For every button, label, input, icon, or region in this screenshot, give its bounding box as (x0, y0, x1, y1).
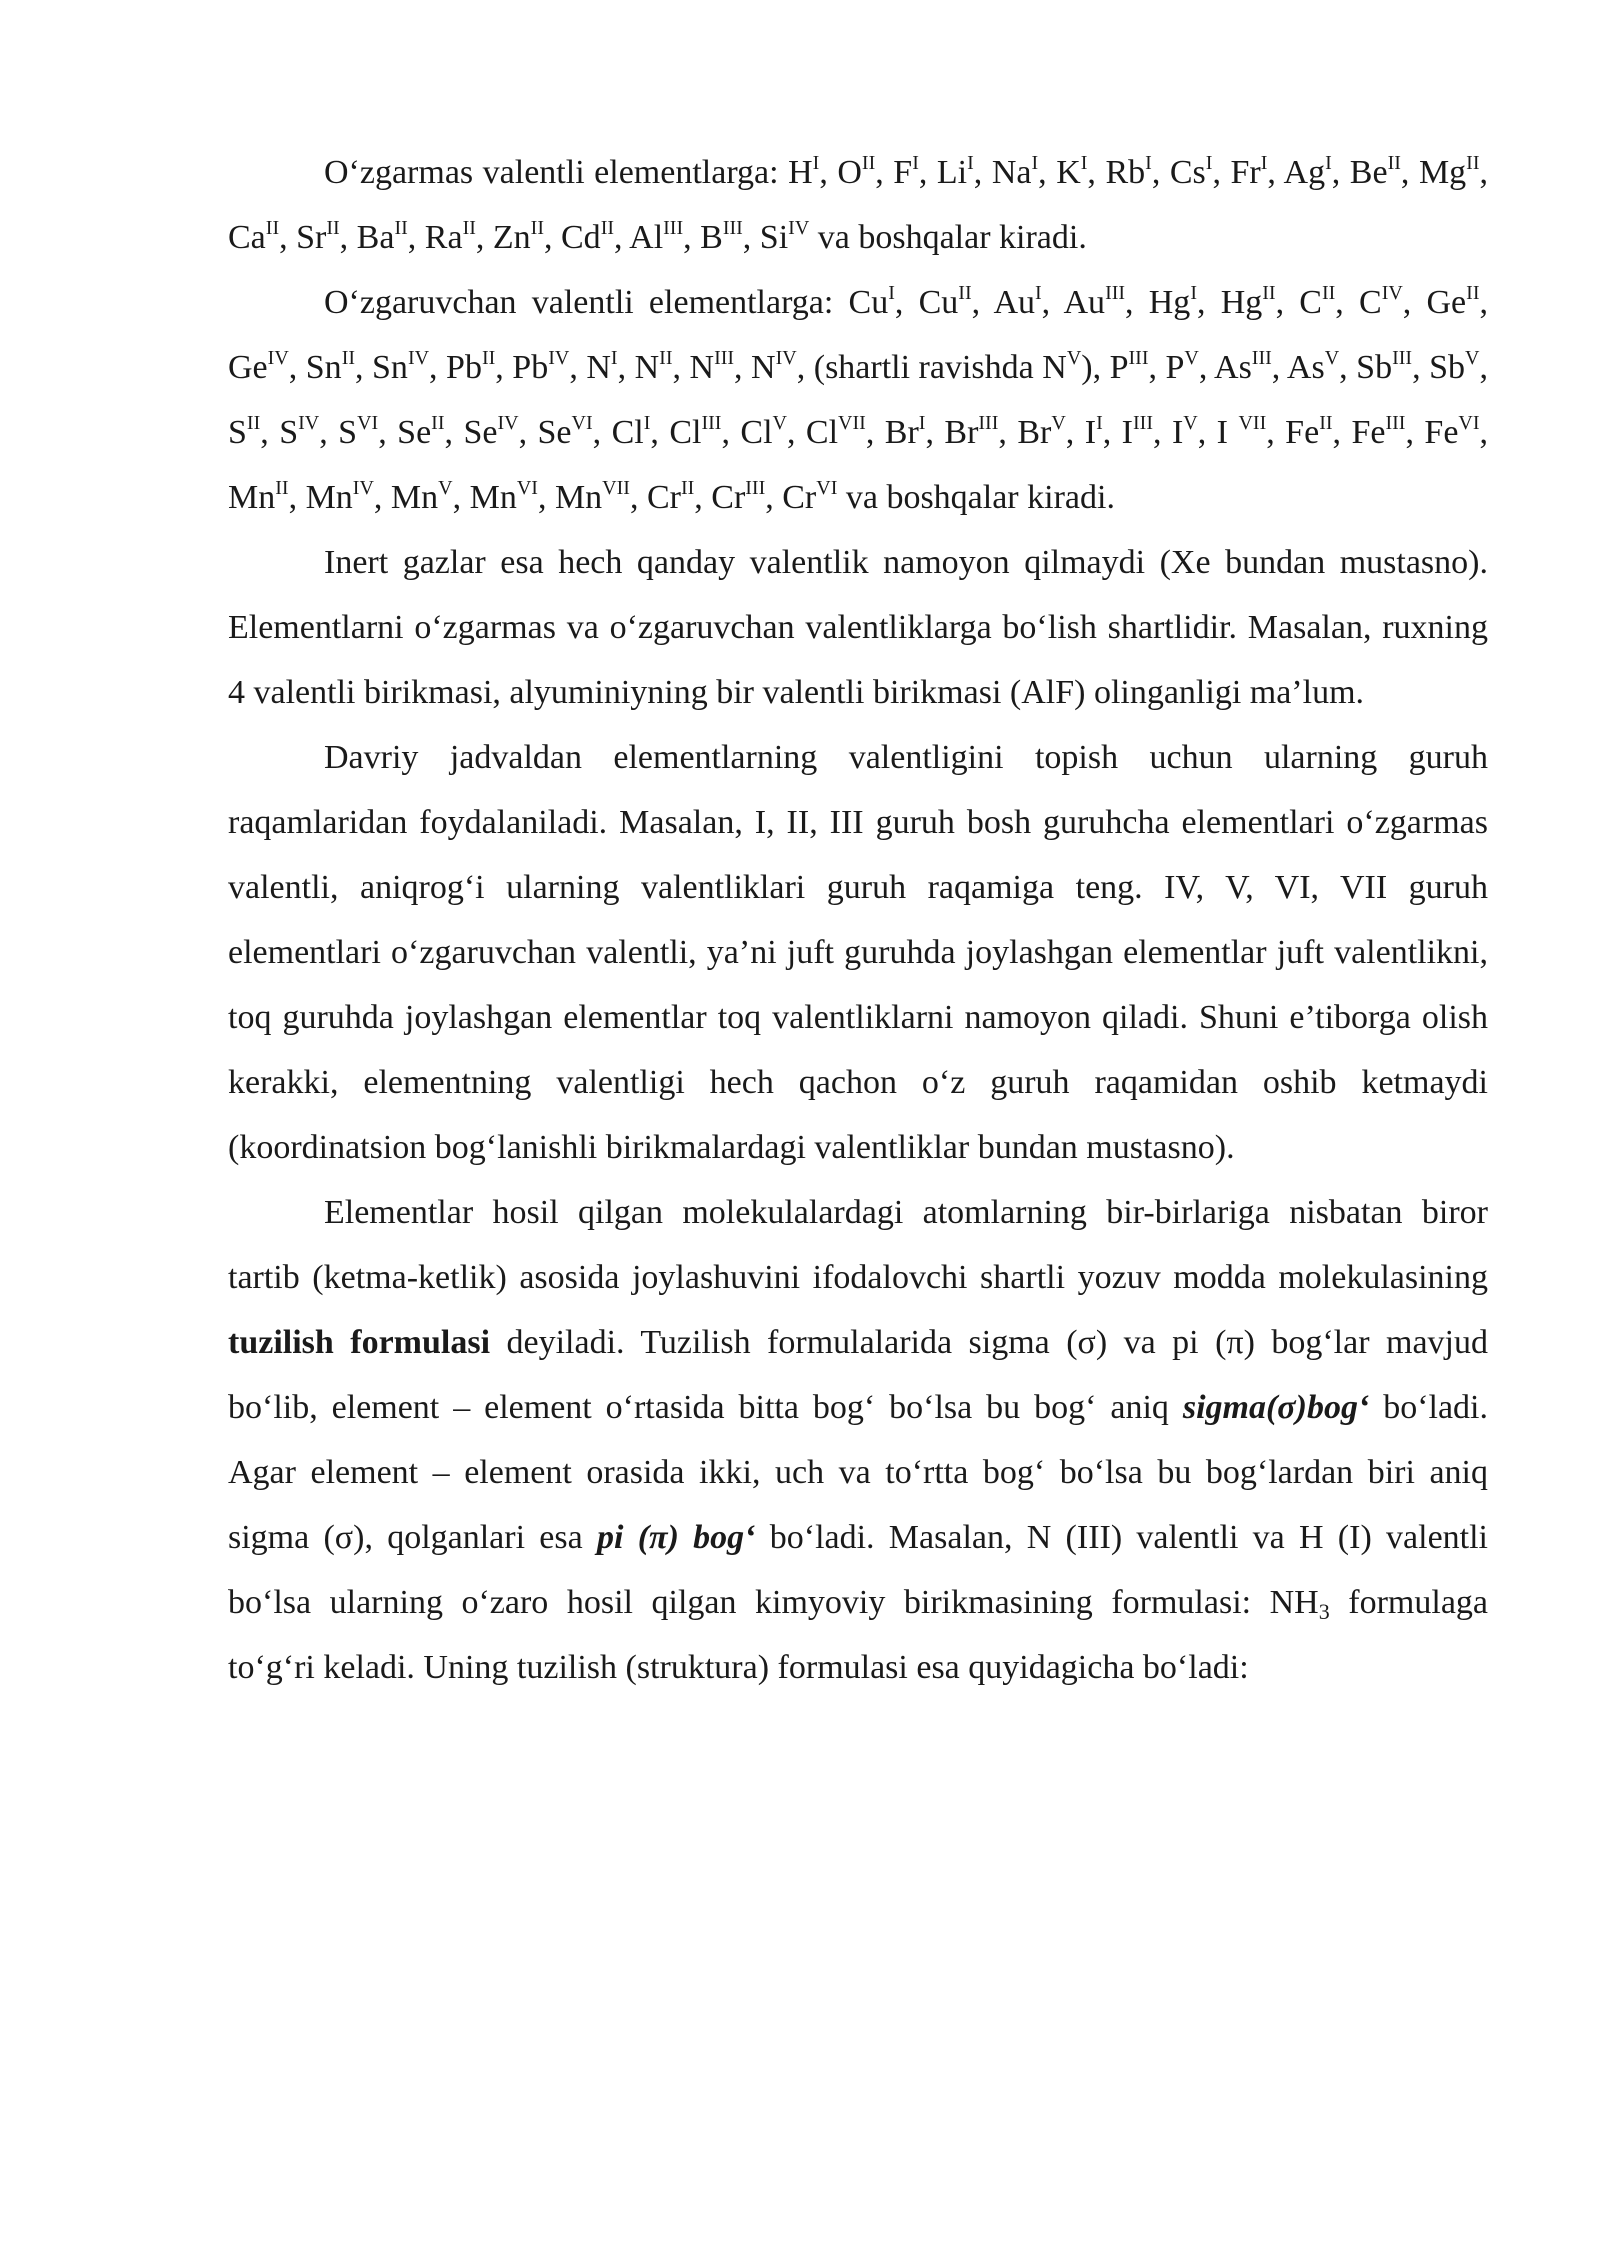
valence-superscript: II (265, 217, 280, 239)
text-run: , Sn (288, 349, 342, 386)
bold-italic-term: pi (π) bog‘ (596, 1519, 756, 1556)
text-run: , N (672, 349, 715, 386)
text-run: , Cr (629, 479, 681, 516)
valence-superscript: II (481, 347, 496, 369)
text-run: , Sn (355, 349, 408, 386)
paragraph-variable-valence (228, 270, 1488, 530)
text-run: , Cd (544, 219, 601, 256)
text-run: , As (1271, 349, 1325, 386)
valence-superscript: II (958, 282, 972, 304)
valence-superscript: III (1251, 347, 1272, 369)
valence-superscript: I (1096, 412, 1103, 434)
valence-superscript: II (326, 217, 340, 239)
text-run: , I (1065, 414, 1097, 451)
valence-superscript: III (1133, 412, 1153, 434)
valence-superscript: II (600, 217, 615, 239)
valence-superscript: IV (1381, 282, 1403, 304)
text-run: formulaga to‘g‘ri keladi. Uning tuzilish (struktura) formulasi esa quyidagicha bo‘ladi: (228, 1584, 1489, 1686)
text-run: , Au (971, 284, 1035, 321)
valence-superscript: VI (1458, 412, 1480, 434)
valence-superscript: V (1324, 347, 1340, 369)
valence-superscript: I (912, 152, 919, 174)
text-run: , Li (918, 154, 968, 191)
text-run: , Mg (1400, 154, 1467, 191)
text-run: , C (1335, 284, 1382, 321)
valence-superscript: III (714, 347, 735, 369)
text-run: , Rb (1087, 154, 1146, 191)
text-run: bo‘ladi. Masalan, N (III) valentli va H (I) valentli bo‘lsa ularning o‘zaro hosil qilgan kimyoviy birikmasining formulasi: NH (228, 1519, 1488, 1621)
text-run: , Fe (1405, 414, 1459, 451)
valence-superscript: V (1183, 412, 1198, 434)
text-run: , (shartli ravishda N (796, 349, 1067, 386)
valence-superscript: III (663, 217, 684, 239)
valence-superscript: IV (407, 347, 430, 369)
text-run: , K (1038, 154, 1081, 191)
valence-superscript: V (772, 412, 787, 434)
text-run: , P (1148, 349, 1185, 386)
text-run: , Cl (786, 414, 839, 451)
paragraph-constant-valence (228, 140, 1488, 270)
valence-superscript: V (1066, 347, 1082, 369)
text-run: , I (1102, 414, 1134, 451)
valence-superscript: IV (298, 412, 320, 434)
valence-superscript: II (394, 217, 408, 239)
valence-superscript: VI (516, 477, 538, 499)
valence-superscript: I (643, 412, 651, 434)
valence-superscript: III (978, 412, 999, 434)
text-run: , Fe (1266, 414, 1320, 451)
valence-superscript: IV (788, 217, 810, 239)
text-run: , Na (973, 154, 1032, 191)
valence-superscript: IV (775, 347, 797, 369)
valence-superscript: II (462, 217, 476, 239)
valence-superscript: III (701, 412, 722, 434)
text-run: , Cl (592, 414, 644, 451)
text-run: Davriy jadvaldan elementlarning valentligini topish uchun ularning guruh raqamlaridan foydalaniladi. Masalan, I, II, III guruh bosh guruhcha elementlari o‘zgarmas valentli, aniqrog‘i ularning valentliklari guruh raqamiga teng. IV, V, VI, VII guruh elementlari o‘zgaruvchan valentli, ya’ni juft guruhda joylashgan elementlar juft valentlikni, toq guruhda joylashgan elementlar toq valentliklarni namoyon qiladi. Shuni e’tiborga olish kerakki, elementning valentligi hech qachon o‘z guruh raqamidan oshib ketmaydi (koordinatsion bog‘lanishli birikmalardagi valentliklar bundan mustasno). (228, 739, 1488, 1166)
valence-superscript: IV (352, 477, 374, 499)
text-run: , Al (614, 219, 664, 256)
valence-superscript: I (610, 347, 618, 369)
text-run: , Fr (1212, 154, 1261, 191)
valence-superscript: VII (838, 412, 866, 434)
valence-superscript: II (861, 152, 876, 174)
text-run: Elementlar hosil qilgan molekulalardagi atomlarning bir-birlariga nisbatan biror tartib (ketma-ketlik) asosida joylashuvini ifodalovchi shartli yozuv modda molekulasining (228, 1194, 1488, 1296)
valence-superscript: III (1105, 282, 1126, 304)
text-run: , I (1197, 414, 1239, 451)
text-run: , S (319, 414, 358, 451)
valence-superscript: III (1385, 412, 1406, 434)
text-run: , Mn (452, 479, 517, 516)
text-run: , Sb (1412, 349, 1465, 386)
text-run: , Sr (279, 219, 327, 256)
text-run: , Au (1041, 284, 1106, 321)
valence-superscript: II (1466, 152, 1480, 174)
text-run: , Pb (429, 349, 482, 386)
valence-superscript: I (967, 152, 974, 174)
valence-superscript: III (1128, 347, 1149, 369)
valence-superscript: III (745, 477, 766, 499)
valence-superscript: I (1080, 152, 1088, 174)
valence-superscript: VI (357, 412, 379, 434)
text-run: , As (1198, 349, 1252, 386)
valence-superscript: I (888, 282, 895, 304)
text-run: , Mn (288, 479, 353, 516)
text-run: , Ge (1402, 284, 1467, 321)
text-run: , Zn (475, 219, 531, 256)
valence-superscript: VI (816, 477, 838, 499)
text-run: , Hg (1125, 284, 1191, 321)
valence-superscript: I (1325, 152, 1332, 174)
valence-superscript: II (431, 412, 445, 434)
valence-superscript: II (1321, 282, 1336, 304)
valence-superscript: I (1035, 282, 1042, 304)
text-run: , Mn (537, 479, 603, 516)
valence-superscript: V (1184, 347, 1199, 369)
valence-superscript: II (680, 477, 695, 499)
text-run: , F (875, 154, 913, 191)
text-run: , Ge (228, 284, 1488, 386)
valence-superscript: V (1051, 412, 1066, 434)
text-run: , N (569, 349, 611, 386)
valence-superscript: IV (548, 347, 570, 369)
bold-italic-term: sigma(σ)bog‘ (1182, 1389, 1370, 1426)
valence-superscript: III (1392, 347, 1413, 369)
text-run: , Cl (721, 414, 773, 451)
valence-superscript: II (1262, 282, 1276, 304)
text-run: , Sb (1339, 349, 1393, 386)
text-run: , Cl (650, 414, 702, 451)
text-run: deyiladi. Tuzilish formulalarida sigma (σ) va pi (π) bog‘lar mavjud bo‘lib, element – element o‘rtasida bitta bog‘ bo‘lsa bu bog‘ aniq (228, 1324, 1488, 1426)
text-run: , B (683, 219, 723, 256)
text-run: O‘zgaruvchan valentli elementlarga: Cu (324, 284, 889, 321)
text-run: va boshqalar kiradi. (809, 219, 1087, 256)
valence-superscript: II (530, 217, 544, 239)
valence-superscript: I (1145, 152, 1152, 174)
text-run: va boshqalar kiradi. (837, 479, 1115, 516)
text-run: , Se (378, 414, 432, 451)
valence-superscript: I (1260, 152, 1268, 174)
text-run: , Ag (1267, 154, 1326, 191)
text-run: , Si (742, 219, 789, 256)
text-run: , Cs (1151, 154, 1206, 191)
text-run: , Cr (694, 479, 746, 516)
valence-superscript: I (1031, 152, 1039, 174)
valence-superscript: III (722, 217, 743, 239)
valence-superscript: VII (1238, 412, 1267, 434)
valence-superscript: II (1387, 152, 1401, 174)
text-run: , O (819, 154, 862, 191)
text-run: , S (260, 414, 299, 451)
valence-superscript: II (341, 347, 356, 369)
valence-superscript: I (918, 412, 926, 434)
valence-superscript: II (659, 347, 673, 369)
text-run: , I (1153, 414, 1184, 451)
text-run: , Hg (1196, 284, 1263, 321)
text-run: , Fe (1332, 414, 1386, 451)
valence-superscript: V (438, 477, 453, 499)
document-page (228, 140, 1488, 1700)
text-run: , Cr (765, 479, 817, 516)
paragraph-structural-formula (228, 1180, 1488, 1700)
valence-superscript: VI (571, 412, 593, 434)
text-run: , C (1275, 284, 1322, 321)
text-run: , Se (444, 414, 498, 451)
bold-term: tuzilish formulasi (228, 1324, 491, 1361)
text-run: , Ra (407, 219, 463, 256)
text-run: , Mn (373, 479, 439, 516)
paragraph-periodic-table (228, 725, 1488, 1180)
text-run: , Be (1331, 154, 1388, 191)
text-run: O‘zgarmas valentli elementlarga: H (324, 154, 813, 191)
valence-superscript: IV (497, 412, 519, 434)
text-run: , Mn (228, 414, 1489, 516)
valence-superscript: II (246, 412, 261, 434)
valence-superscript: V (1464, 347, 1480, 369)
formula-subscript: 3 (1318, 1599, 1330, 1624)
paragraph-inert-gases (228, 530, 1488, 725)
text-run: , Ca (228, 154, 1488, 256)
valence-superscript: IV (267, 347, 289, 369)
text-run: , Br (925, 414, 979, 451)
text-run: , N (617, 349, 660, 386)
valence-superscript: I (1190, 282, 1197, 304)
text-run: , Br (865, 414, 919, 451)
text-run: Inert gazlar esa hech qanday valentlik namoyon qilmaydi (Xe bundan mustasno). Elementlarni o‘zgarmas va o‘zgaruvchan valentliklarga bo‘lish shartlidir. Masalan, ruxning 4 valentli birikmasi, alyuminiyning bir valentli birikmasi (AlF) olinganligi ma’lum. (228, 544, 1488, 711)
valence-superscript: I (812, 152, 820, 174)
text-run: , Ba (339, 219, 395, 256)
text-run: , Se (518, 414, 572, 451)
valence-superscript: VII (602, 477, 630, 499)
text-run: bo‘ladi. Agar element – element orasida ikki, uch va to‘rtta bog‘ bo‘lsa bu bog‘lardan biri aniq sigma (σ), qolganlari esa (228, 1389, 1489, 1556)
valence-superscript: II (1466, 282, 1480, 304)
valence-superscript: I (1205, 152, 1213, 174)
text-run: , Cu (894, 284, 959, 321)
text-run: , Pb (495, 349, 549, 386)
text-run: , N (734, 349, 776, 386)
text-run: ), P (1081, 349, 1129, 386)
valence-superscript: II (275, 477, 289, 499)
text-run: , Br (998, 414, 1052, 451)
valence-superscript: II (1319, 412, 1333, 434)
text-run: , S (228, 349, 1488, 451)
